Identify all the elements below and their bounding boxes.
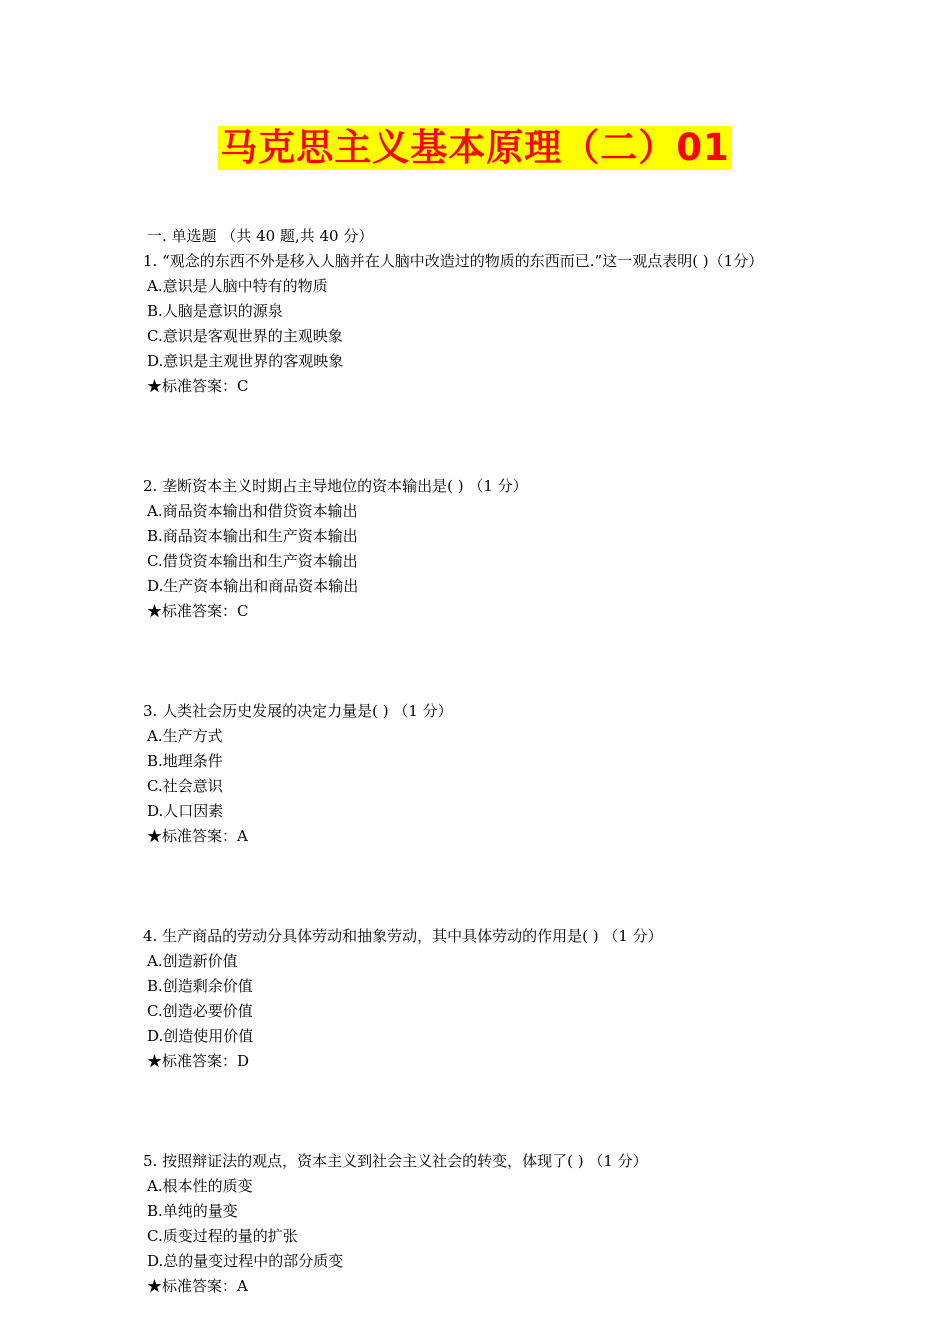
option-d: D.意识是主观世界的客观映象 [147, 352, 344, 370]
question-stem: 3. 人类社会历史发展的决定力量是( ) （1 分） [143, 702, 453, 720]
option-d: D.生产资本输出和商品资本输出 [147, 577, 359, 595]
option-a: A.意识是人脑中特有的物质 [147, 277, 328, 295]
question-stem: 5. 按照辩证法的观点，资本主义到社会主义社会的转变，体现了( ) （1 分） [143, 1152, 648, 1170]
standard-answer: ★标准答案：D [147, 1052, 250, 1070]
option-c: C.社会意识 [147, 777, 223, 795]
standard-answer: ★标准答案：C [147, 377, 249, 395]
option-d: D.总的量变过程中的部分质变 [147, 1252, 344, 1270]
option-b: B.人脑是意识的源泉 [147, 302, 283, 320]
question-1 [143, 249, 823, 399]
question-2 [143, 474, 823, 624]
question-4 [143, 924, 823, 1074]
option-c: C.创造必要价值 [147, 1002, 253, 1020]
option-a: A.商品资本输出和借贷资本输出 [147, 502, 358, 520]
question-stem: 2. 垄断资本主义时期占主导地位的资本输出是( ) （1 分） [143, 477, 528, 495]
standard-answer: ★标准答案：C [147, 602, 249, 620]
option-a: A.创造新价值 [147, 952, 238, 970]
section-heading: 一. 单选题 （共 40 题,共 40 分） [147, 227, 374, 245]
question-stem: 4. 生产商品的劳动分具体劳动和抽象劳动，其中具体劳动的作用是( ) （1 分） [143, 927, 663, 945]
option-c: C.质变过程的量的扩张 [147, 1227, 298, 1245]
option-a: A.根本性的质变 [147, 1177, 253, 1195]
option-d: D.人口因素 [147, 802, 224, 820]
option-c: C.借贷资本输出和生产资本输出 [147, 552, 358, 570]
document-title: 马克思主义基本原理（二）01 [220, 126, 730, 169]
option-a: A.生产方式 [147, 727, 223, 745]
option-b: B.创造剩余价值 [147, 977, 253, 995]
option-c: C.意识是客观世界的主观映象 [147, 327, 343, 345]
question-3 [143, 699, 823, 849]
option-b: B.单纯的量变 [147, 1202, 238, 1220]
standard-answer: ★标准答案：A [147, 1277, 248, 1295]
question-stem: 1. “观念的东西不外是移入人脑并在人脑中改造过的物质的东西而已.”这一观点表明( )（1分） [143, 252, 764, 270]
option-b: B.商品资本输出和生产资本输出 [147, 527, 358, 545]
option-d: D.创造使用价值 [147, 1027, 254, 1045]
exam-content [143, 224, 823, 1299]
title-container [0, 126, 950, 170]
question-5 [143, 1149, 823, 1299]
standard-answer: ★标准答案：A [147, 827, 248, 845]
option-b: B.地理条件 [147, 752, 223, 770]
